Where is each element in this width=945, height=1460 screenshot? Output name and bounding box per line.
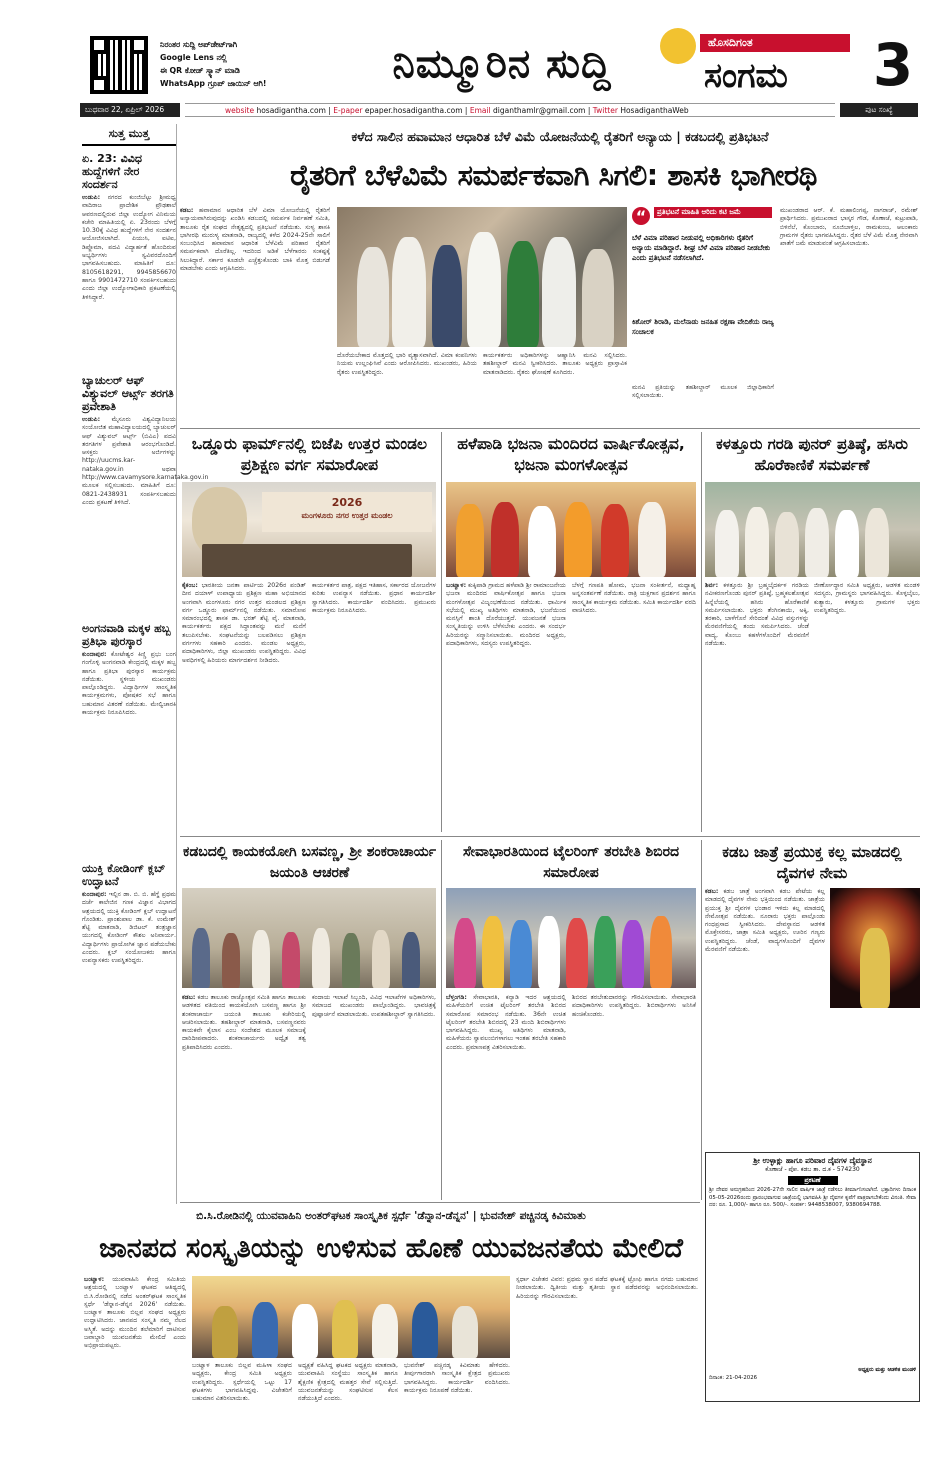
a4-col-2 — [312, 994, 436, 1194]
a2-text: ಕುಕ್ಕಿಪಾಡಿ ಗ್ರಾಮದ ಹಳೆಪಾಡಿ ಶ್ರೀ ರಾಮಾಂಜನೇಯ ಭಜನಾ ಮಂದಿರದ ವಾರ್ಷಿಕೋತ್ಸವ ಹಾಗೂ ಭಜನಾ ಮಂಗಳೋತ್ಸವ ವಿಜೃಂಭಣೆಯಿಂದ ನಡೆಯಿತು. ಧಾರ್ಮಿಕ ಸಭೆಯಲ್ಲಿ ಮುಖ್ಯ ಅತಿಥಿಗಳು ಮಾತನಾಡಿ, ಭಜನೆಯಿಂದ ಮನಸ್ಸಿಗೆ ಶಾಂತಿ ದೊರೆಯುತ್ತದೆ. ಯುವಜನತೆ ಭಜನಾ ಸಂಸ್ಕೃತಿಯನ್ನು ಉಳಿಸಿ ಬೆಳೆಸಬೇಕು ಎಂದರು. ಈ ಸಂದರ್ಭ ಹಿರಿಯರನ್ನು ಸನ್ಮಾನಿಸಲಾಯಿತು. ಮಂದಿರದ ಅಧ್ಯಕ್ಷರು, ಪದಾಧಿಕಾರಿಗಳು, ಸದಸ್ಯರು ಉಪಸ್ಥಿತರಿದ್ದರು. — [446, 582, 567, 648]
a3-text-2: ಜೀರ್ಣೋದ್ಧಾರ ಸಮಿತಿ ಅಧ್ಯಕ್ಷರು, ಆಡಳಿತ ಮಂಡಳಿ ಸದಸ್ಯರು, ಗ್ರಾಮಸ್ಥರು ಭಾಗವಹಿಸಿದ್ದರು. ಕೊಳ್ಳಬೈಲು, ಕುತ್ಯಾರು, ಕಳತ್ತೂರು ಗ್ರಾಮಗಳ ಭಕ್ತರು ಉಪಸ್ಥಿತರಿದ್ದರು. — [814, 582, 920, 614]
a2-text-2: ಬೆಳಗ್ಗೆ ಗಣಪತಿ ಹೋಮ, ಭಜನಾ ಸಂಕೀರ್ತನೆ, ಮಧ್ಯಾಹ್ನ ಅನ್ನಸಂತರ್ಪಣೆ ನಡೆಯಿತು. ರಾತ್ರಿ ಯಕ್ಷಗಾನ ಪ್ರದರ್ಶನ ಹಾಗೂ ಸಾಂಸ್ಕೃತಿಕ ಕಾರ್ಯಕ್ರಮ ನಡೆಯಿತು. ಸಮಿತಿ ಕಾರ್ಯದರ್ಶಿ ವರದಿ ವಾಚಿಸಿದರು. — [572, 582, 697, 614]
vdivider-1 — [441, 432, 442, 832]
link-twitter[interactable]: HosadiganthaWeb — [620, 106, 689, 115]
a1-banner-year: 2026 — [331, 496, 363, 509]
left-s3-text: ಕೋಟೇಶ್ವರ ಕಿಣ್ಣಿ ಪ್ರಭು ಬಂಗ ಗಂಗೊಳ್ಳಿ ಅಂಗನವಾಡಿ ಕೇಂದ್ರದಲ್ಲಿ ಮಕ್ಕಳ ಹಬ್ಬ ಹಾಗೂ ಪ್ರತಿಭಾ ಪುರಸ್ಕಾರ ಕಾರ್ಯಕ್ರಮ ನಡೆಯಿತು. ಸ್ಥಳೀಯ ಮುಖಂಡರು ಪಾಲ್ಗೊಂಡಿದ್ದರು. ವಿದ್ಯಾರ್ಥಿಗಳ ಸಾಂಸ್ಕೃತಿಕ ಕಾರ್ಯಕ್ರಮಗಳು, ಪೋಷಕರ ಸಭೆ ಹಾಗೂ ಬಹುಮಾನ ವಿತರಣೆ ನಡೆಯಿತು. ಮೇಲ್ವಿಚಾರಕಿ ಕಾರ್ಯಕ್ರಮ ನಿರೂಪಿಸಿದರು. — [82, 651, 176, 717]
quote-author: ಕಿಶೋರ್ ಶಿರಾಡಿ, ಮಲೆನಾಡು ಜನಹಿತ ರಕ್ಷಣಾ ವೇದಿಕೆಯ ರಾಜ್ಯ ಸಂಚಾಲಕ — [632, 318, 774, 336]
a2-place: ಬಂಟ್ವಾಳ: — [446, 582, 467, 589]
a3-title: ಕಳತ್ತೂರು ಗರಡಿ ಪುನರ್ ಪ್ರತಿಷ್ಠೆ, ಹಸಿರು ಹೊರೆಕಾಣಿಕೆ ಸಮರ್ಪಣೆ — [716, 435, 908, 474]
a3-col-1 — [705, 582, 809, 827]
divider-3 — [180, 1202, 700, 1203]
a6-title: ಕಡಬ ಜಾತ್ರೆ ಪ್ರಯುಕ್ತ ಕಲ್ಲ ಮಾಡದಲ್ಲಿ ದೈವಗಳ ನೇಮ — [722, 843, 902, 882]
vdivider-3 — [441, 840, 442, 1200]
lead-place: ಕಡಬ: — [180, 207, 194, 214]
a1-banner — [262, 492, 432, 532]
quote-title: ಪ್ರತಿಭಟನೆ ಮಾಹಿತಿ ಆರಿದು ಕಟಿ ಜಮೆ — [654, 207, 772, 218]
bottom-photo — [192, 1276, 510, 1358]
a4-col-1 — [182, 994, 306, 1194]
lead-col-4 — [780, 207, 918, 422]
lead-col-1-text: ಹವಾಮಾನ ಆಧಾರಿತ ಬೆಳೆ ವಿಮಾ ಯೋಜನೆಯಲ್ಲಿ ರೈತರಿಗೆ ಅನ್ಯಾಯವಾಗಿರುವುದನ್ನು ಖಂಡಿಸಿ ಕಡಬದಲ್ಲಿ ಸಮರ್ಪಕ ನಿರ್ವಹಣೆ ಸಮಿತಿ, ತಾಲೂಕು ರೈತ ಸಂಘದ ನೇತೃತ್ವದಲ್ಲಿ ಪ್ರತಿಭಟನೆ ನಡೆಯಿತು. ಸುಳ್ಯ ಶಾಸಕಿ ಭಾಗೀರಥಿ ಮುರುಳ್ಯ ಮಾತನಾಡಿ, ರಾಜ್ಯದಲ್ಲಿ ಕಳೆದ 2024-25ನೇ ಸಾಲಿಗೆ ಸಂಬಂಧಿಸಿದ ಹವಾಮಾನ ಆಧಾರಿತ ಬೆಳೆವಿಮೆ ಪರಿಹಾರ ರೈತರಿಗೆ ಸಮರ್ಪಕವಾಗಿ ದೊರೆತಿಲ್ಲ. ಇದರಿಂದ ಅಡಿಕೆ ಬೆಳೆಗಾರರು ಸಂಕಷ್ಟಕ್ಕೆ ಸಿಲುಕಿದ್ದಾರೆ. ಸರ್ಕಾರ ಕೂಡಲೇ ಎಚ್ಚೆತ್ತುಕೊಂಡು ಬಾಕಿ ಮೊತ್ತ ಬಿಡುಗಡೆ ಮಾಡಬೇಕು ಎಂದು ಆಗ್ರಹಿಸಿದರು. — [180, 207, 330, 273]
masthead-title: ನಿಮ್ಮೂರಿನ ಸುದ್ದಿ — [392, 40, 612, 87]
left-s2-text: ಮೈಸೂರು ವಿಶ್ವವಿದ್ಯಾನಿಲಯ ಸಂಯೋಜಿತ ಮಹಾವಿದ್ಯಾಲಯದಲ್ಲಿ ಬ್ಯಾಚುಲರ್ ಆಫ್ ವಿಶ್ಯುವಲ್ ಆರ್ಟ್ಸ್ (ಬಿವಿಎ) ಪದವಿ ತರಗತಿಗಳ ಪ್ರವೇಶಾತಿ ಆರಂಭಗೊಂಡಿದೆ. ಆಸಕ್ತರು ಅರ್ಜಿಗಳನ್ನು http://uucms.kar-nataka.gov.in ಅಥವಾ http://www.cavamysore.karnataka.gov.in ಮೂಲಕ ಸಲ್ಲಿಸಬಹುದು. ಮಾಹಿತಿಗೆ ದೂ: 0821-2438931 ಸಂಪರ್ಕಿಸಬಹುದು ಎಂದು ಪ್ರಕಟಣೆ ತಿಳಿಸಿದೆ. — [82, 416, 209, 506]
lead-col-2 — [337, 352, 477, 422]
links-bar: website hosadigantha.com | E-paper epaper.hosadigantha.com | Email diganthamlr@gmail.com | Twitter HosadiganthaWeb — [185, 103, 835, 117]
a5-photo — [446, 888, 696, 988]
a6-col-1 — [705, 888, 825, 1146]
link-email[interactable]: diganthamlr@gmail.com — [493, 106, 586, 115]
bottom-col-3-text: ಅಧ್ಯಕ್ಷತೆ ವಹಿಸಿದ್ದ ಘಟಕದ ಅಧ್ಯಕ್ಷರು ಮಾತನಾಡಿ, ಯುವವಾಹಿನಿ ಸಂಸ್ಥೆಯು ಸಾಂಸ್ಕೃತಿಕ ಹಾಗೂ ಶೈಕ್ಷಣಿಕ ಕ್ಷೇತ್ರದಲ್ಲಿ ಮಹತ್ತರ ಸೇವೆ ಸಲ್ಲಿಸುತ್ತಿದೆ. ಯುವಜನತೆಯನ್ನು ಸಂಘಟಿಸುವ ಕೆಲಸ ನಡೆಯುತ್ತಿದೆ ಎಂದರು. — [298, 1362, 398, 1403]
link-label-twitter: Twitter — [592, 106, 618, 115]
a1-text-2: ಕಾರ್ಯಕರ್ತರ ಪಾತ್ರ, ಪಕ್ಷದ ಇತಿಹಾಸ, ಸರ್ಕಾರದ ಯೋಜನೆಗಳ ಕುರಿತು ಉಪನ್ಯಾಸ ನಡೆಯಿತು. ಪ್ರಧಾನ ಕಾರ್ಯದರ್ಶಿ ಸ್ವಾಗತಿಸಿದರು. ಕಾರ್ಯದರ್ಶಿ ವಂದಿಸಿದರು. ಪ್ರಮುಖರು ಕಾರ್ಯಕ್ರಮ ನಿರೂಪಿಸಿದರು. — [312, 582, 436, 614]
lead-col-3-text: ಕಾರ್ಯಕರ್ತರು ಅಧಿಕಾರಿಗಳನ್ನು ಆಹ್ವಾನಿಸಿ ಮನವಿ ಸಲ್ಲಿಸಿದರು. ತಹಶೀಲ್ದಾರ್ ಮನವಿ ಸ್ವೀಕರಿಸಿದರು. ತಾಲೂಕು ಅಧ್ಯಕ್ಷರು ಪ್ರಾಸ್ತಾವಿಕ ಮಾತನಾಡಿದರು. ರೈತರು ಘೋಷಣೆ ಕೂಗಿದರು. — [483, 352, 627, 376]
qr-caption — [160, 38, 310, 90]
left-s2-title: ಬ್ಯಾಚುಲರ್ ಆಫ್ ವಿಶ್ಯುವಲ್ ಆರ್ಟ್ಸ್ ತರಗತಿ ಪ್ರವೇಶಾತಿ — [82, 374, 174, 413]
date-bar — [80, 103, 180, 117]
link-label-epaper: E-paper — [333, 106, 363, 115]
a3-photo — [705, 482, 920, 577]
notice-body: ಶ್ರೀ ದೇವರ ಅನುಗ್ರಹದಿಂದ 2026-27ನೇ ಸಾಲಿನ ವಾರ್ಷಿಕ ಜಾತ್ರೆ ನಡೆಸಲು ತೀರ್ಮಾನಿಸಲಾಗಿದೆ. ಭಕ್ತಾದಿಗಳು ದಿನಾಂಕ 05-05-2026ರಂದು ಪ್ರಾರಂಭವಾಗುವ ಜಾತ್ರೆಯಲ್ಲಿ ಭಾಗವಹಿಸಿ ಶ್ರೀ ದೈವಗಳ ಕೃಪೆಗೆ ಪಾತ್ರರಾಗಬೇಕೆಂದು ವಿನಂತಿ. ಸೇವಾ ದರ: ರೂ. 1,000/- ಹಾಗೂ ರೂ. 500/-. ಸಂಪರ್ಕ: 9448538007, 9380694788. — [709, 1187, 916, 1209]
left-s3-place: ಕುಂದಾಪುರ: — [82, 651, 107, 658]
bottom-place: ಬಂಟ್ವಾಳ: — [84, 1276, 105, 1283]
link-website[interactable]: hosadigantha.com — [256, 106, 326, 115]
lead-col-3 — [483, 352, 627, 422]
bottom-headline: ಜಾನಪದ ಸಂಸ್ಕೃತಿಯನ್ನು ಉಳಿಸುವ ಹೊಣೆ ಯುವಜನತೆಯ ಮೇಲಿದೆ — [99, 1233, 683, 1264]
left-s4-text: ಇಲ್ಲಿನ ಡಾ. ಬಿ. ಬಿ. ಹೆಗ್ಡೆ ಪ್ರಥಮ ದರ್ಜೆ ಕಾಲೇಜಿನ ಗಣಕ ವಿಜ್ಞಾನ ವಿಭಾಗದ ಆಶ್ರಯದಲ್ಲಿ ಯುಕ್ತಿ ಕೋಡಿಂಗ್ ಕ್ಲಬ್ ಉದ್ಘಾಟನೆ ಗೊಂಡಿತು. ಪ್ರಾಂಶುಪಾಲ ಡಾ. ಕೆ. ಉಮೇಶ್ ಶೆಟ್ಟಿ ಮಾತನಾಡಿ, ಡಿಜಿಟಲ್ ತಂತ್ರಜ್ಞಾನ ಯುಗದಲ್ಲಿ ಕೋಡಿಂಗ್ ಕೌಶಲ ಅನಿವಾರ್ಯ. ವಿದ್ಯಾರ್ಥಿಗಳು ಪ್ರಾಯೋಗಿಕ ಜ್ಞಾನ ಪಡೆಯಬೇಕು ಎಂದರು. ಕ್ಲಬ್ ಸಂಯೋಜಕರು ಹಾಗೂ ಉಪನ್ಯಾಸಕರು ಉಪಸ್ಥಿತರಿದ್ದರು. — [82, 891, 177, 965]
issue-date: ಬುಧವಾರ 22, ಏಪ್ರಿಲ್ 2026 — [85, 105, 165, 114]
lead-quote-box — [632, 207, 774, 377]
a5-text: ಸೇವಾಭಾರತಿ, ಕನ್ಯಾಡಿ ಇದರ ಆಶ್ರಯದಲ್ಲಿ ಮಹಿಳೆಯರಿಗೆ ಉಚಿತ ಟೈಲರಿಂಗ್ ತರಬೇತಿ ಶಿಬಿರದ ಸಮಾರೋಪ ಸಮಾರಂಭ ನಡೆಯಿತು. 36ನೇ ಉಚಿತ ಟೈಲರಿಂಗ್ ತರಬೇತಿ ಶಿಬಿರದಲ್ಲಿ 23 ಮಂದಿ ಶಿಬಿರಾರ್ಥಿಗಳು ಭಾಗವಹಿಸಿದ್ದರು. ಮುಖ್ಯ ಅತಿಥಿಗಳು ಮಾತನಾಡಿ, ಮಹಿಳೆಯರು ಸ್ವಾವಲಂಬಿಗಳಾಗಲು ಇಂತಹ ತರಬೇತಿ ಸಹಕಾರಿ ಎಂದರು. ಪ್ರಮಾಣಪತ್ರ ವಿತರಿಸಲಾಯಿತು. — [446, 994, 567, 1051]
bottom-col-3 — [298, 1362, 398, 1442]
a1-text: ಭಾರತೀಯ ಜನತಾ ಪಾರ್ಟಿಯ 2026ರ ಪಂಡಿತ್ ದೀನ ದಯಾಳ್ ಉಪಾಧ್ಯಾಯ ಪ್ರಶಿಕ್ಷಣ ಮಹಾ ಅಭಿಯಾನದ ಅಂಗವಾಗಿ ಮಂಗಳೂರು ನಗರ ಉತ್ತರ ಮಂಡಲದ ಪ್ರಶಿಕ್ಷಣ ವರ್ಗ ಒಡ್ಡೂರು ಫಾರ್ಮ್‌ನಲ್ಲಿ ನಡೆಯಿತು. ಸಮಾರೋಪ ಸಮಾರಂಭದಲ್ಲಿ ಶಾಸಕ ಡಾ. ಭರತ್ ಶೆಟ್ಟಿ ವೈ. ಮಾತನಾಡಿ, ಕಾರ್ಯಕರ್ತರು ಪಕ್ಷದ ಸಿದ್ಧಾಂತವನ್ನು ಮನೆ ಮನೆಗೆ ತಲುಪಿಸಬೇಕು. ಸಂಘಟನೆಯನ್ನು ಬಲಪಡಿಸಲು ಪ್ರಶಿಕ್ಷಣ ವರ್ಗಗಳು ಸಹಕಾರಿ ಎಂದರು. ಮಂಡಲ ಅಧ್ಯಕ್ಷರು, ಪದಾಧಿಕಾರಿಗಳು, ಜಿಲ್ಲಾ ಮುಖಂಡರು ಉಪಸ್ಥಿತರಿದ್ದರು. ವಿವಿಧ ಅವಧಿಗಳಲ್ಲಿ ಹಿರಿಯರು ಮಾರ್ಗದರ್ಶನ ನೀಡಿದರು. — [182, 582, 307, 664]
qr-finder-3 — [90, 76, 108, 94]
a3-text: ಕಳತ್ತೂರು ಶ್ರೀ ಬ್ರಹ್ಮಬೈದರ್ಕಳ ಗರಡಿಯ ನವೀಕರಣಗೊಂಡು ಪುನರ್ ಪ್ರತಿಷ್ಠೆ, ಬ್ರಹ್ಮಕಲಶೋತ್ಸವ ಹಿನ್ನೆಲೆಯಲ್ಲಿ ಹಸಿರು ಹೊರೆಕಾಣಿಕೆ ಸಮರ್ಪಿಸಲಾಯಿತು. ಭಕ್ತರು ತೆಂಗಿನಕಾಯಿ, ಅಕ್ಕಿ, ತರಕಾರಿ, ಬಾಳೆಗೊನೆ ಸೇರಿದಂತೆ ವಿವಿಧ ವಸ್ತುಗಳನ್ನು ಮೆರವಣಿಗೆಯಲ್ಲಿ ತಂದು ಸಮರ್ಪಿಸಿದರು. ಚೆಂಡೆ ವಾದ್ಯ, ಕೊಂಬು ಕಹಳೆಗಳೊಂದಿಗೆ ಮೆರವಣಿಗೆ ನಡೆಯಿತು. — [705, 582, 809, 648]
bottom-kicker: ಬಿ.ಸಿ.ರೋಡಿನಲ್ಲಿ ಯುವವಾಹಿನಿ ಅಂತರ್‌ಘಟಕ ಸಾಂಸ್ಕೃತಿಕ ಸ್ಪರ್ಧೆ 'ಡೆನ್ನಾನ-ಡೆನ್ನನ' | ಭುವನೇಶ್ ಪಚ್ಚಿನಡ್ಕ ಕಿವಿಮಾತು — [196, 1210, 586, 1222]
lead-col-1 — [180, 207, 330, 422]
bottom-col-1 — [84, 1276, 186, 1446]
link-label-email: Email — [469, 106, 491, 115]
lead-col-2-text: ದೊರೆಯಬೇಕಾದ ಮೊತ್ತದಲ್ಲಿ ಭಾರಿ ವ್ಯತ್ಯಾಸವಾಗಿದೆ. ವಿಮಾ ಕಂಪನಿಗಳು ನಿಯಮ ಉಲ್ಲಂಘಿಸಿವೆ ಎಂದು ಆರೋಪಿಸಿದರು. ಮುಖಂಡರು, ಹಿರಿಯ ರೈತರು ಉಪಸ್ಥಿತರಿದ್ದರು. — [337, 352, 477, 376]
a1-photo — [182, 482, 436, 577]
bottom-col-4 — [404, 1362, 510, 1442]
a5-title: ಸೇವಾಭಾರತಿಯಿಂದ ಟೈಲರಿಂಗ್ ತರಬೇತಿ ಶಿಬಿರದ ಸಮಾರೋಪ — [462, 844, 680, 881]
bottom-col-2-text: ಬಂಟ್ವಾಳ ತಾಲೂಕು ಬಿಲ್ಲವ ಮಹಿಳಾ ಸಂಘದ ಅಧ್ಯಕ್ಷರು, ಕೇಂದ್ರ ಸಮಿತಿ ಅಧ್ಯಕ್ಷರು ಉಪಸ್ಥಿತರಿದ್ದರು. ಸ್ಪರ್ಧೆಯಲ್ಲಿ ಒಟ್ಟು 17 ಘಟಕಗಳು ಭಾಗವಹಿಸಿದ್ದವು. ವಿಜೇತರಿಗೆ ಬಹುಮಾನ ವಿತರಿಸಲಾಯಿತು. — [192, 1362, 292, 1403]
a4-place: ಕಡಬ: — [182, 994, 196, 1001]
lead-kicker: ಕಳೆದ ಸಾಲಿನ ಹವಾಮಾನ ಆಧಾರಿತ ಬೆಳೆ ವಿಮೆ ಯೋಜನೆಯಲ್ಲಿ ರೈತರಿಗೆ ಅನ್ಯಾಯ | ಕಡಬದಲ್ಲಿ ಪ್ರತಿಭಟನೆ — [351, 129, 769, 144]
bottom-col-4-text: ಭುವನೇಶ್ ಪಚ್ಚಿನಡ್ಕ ಕಿವಿಮಾತು ಹೇಳಿದರು. ತೀರ್ಪುಗಾರರಾಗಿ ಸಾಂಸ್ಕೃತಿಕ ಕ್ಷೇತ್ರದ ಪ್ರಮುಖರು ಭಾಗವಹಿಸಿದ್ದರು. ಕಾರ್ಯದರ್ಶಿ ವಂದಿಸಿದರು. ಕಾರ್ಯಕ್ರಮ ನಿರೂಪಣೆ ನಡೆಯಿತು. — [404, 1362, 510, 1394]
divider-1 — [180, 428, 920, 429]
a1-col-1 — [182, 582, 306, 827]
pages-label: ಪುಟ ಸಂಖ್ಯೆ — [840, 103, 918, 117]
left-s3-title: ಅಂಗನವಾಡಿ ಮಕ್ಕಳ ಹಬ್ಬ ಪ್ರತಿಭಾ ಪುರಸ್ಕಾರ — [82, 622, 171, 648]
qr-finder-2 — [130, 36, 148, 54]
masthead-sun — [660, 28, 696, 64]
notice-box — [705, 1152, 920, 1402]
notice-title: ಶ್ರೀ ಉಳ್ಳಾಕ್ಲು ಹಾಗೂ ಪರಿವಾರ ದೈವಗಳ ದೈವಸ್ಥಾನ — [753, 1156, 872, 1165]
a2-photo — [446, 482, 696, 577]
a5-col-2 — [572, 994, 696, 1194]
brand-badge — [700, 34, 850, 52]
lead-photo — [337, 207, 627, 347]
a5-place: ಬೆಳ್ತಂಗಡಿ: — [446, 994, 467, 1001]
lead-col-4-text: ಮುಖಂಡರಾದ ಆರ್. ಕೆ. ಮಹಾಲಿಂಗಪ್ಪ, ನಾಗರಾಜ್, ರಮೇಶ್ ಪ್ರಾರ್ಥಿಸಿದರು. ಪ್ರಮುಖರಾದ ಭಾಸ್ಕರ ಗೌಡ, ಕೊಣಾಜೆ, ಕುಟ್ರುಪಾಡಿ, ಬಿಳಿನೆಲೆ, ಕೊಂಬಾರು, ನೂಜಿಬಾಳ್ತಿಲ, ರಾಮಕುಂಜ, ಆಲಂಕಾರು ಗ್ರಾಮಗಳ ರೈತರು ಭಾಗವಹಿಸಿದ್ದರು. ರೈತರ ಬೆಳೆ ವಿಮೆ ಮೊತ್ತ ನೇರವಾಗಿ ಖಾತೆಗೆ ಜಮೆ ಮಾಡುವಂತೆ ಆಗ್ರಹಿಸಲಾಯಿತು. — [780, 207, 918, 248]
lead-footer-text: ಮನವಿ ಪ್ರತಿಯನ್ನು ತಹಶೀಲ್ದಾರ್ ಮೂಲಕ ಜಿಲ್ಲಾಧಿಕಾರಿಗೆ ಸಲ್ಲಿಸಲಾಯಿತು. — [632, 384, 774, 400]
qr-finder-1 — [90, 36, 108, 54]
a4-text-2: ಕಂದಾಯ ಇಲಾಖೆ ಸಿಬ್ಬಂದಿ, ವಿವಿಧ ಇಲಾಖೆಗಳ ಅಧಿಕಾರಿಗಳು, ಸಮಾಜದ ಮುಖಂಡರು ಪಾಲ್ಗೊಂಡಿದ್ದರು. ಭಾವಚಿತ್ರಕ್ಕೆ ಪುಷ್ಪಾರ್ಚನೆ ಮಾಡಲಾಯಿತು. ಉಪತಹಶೀಲ್ದಾರ್ ಸ್ವಾಗತಿಸಿದರು. — [312, 994, 436, 1018]
vdivider-4 — [701, 840, 702, 1200]
a2-title: ಹಳೆಪಾಡಿ ಭಜನಾ ಮಂದಿರದ ವಾರ್ಷಿಕೋತ್ಸವ, ಭಜನಾ ಮಂಗಳೋತ್ಸವ — [457, 435, 685, 474]
left-s2-place: ಉಡುಪಿ: — [82, 416, 101, 423]
a6-place: ಕಡಬ: — [705, 888, 719, 895]
a4-text: ಕಡಬ ತಾಲೂಕು ರಾಜ್ಯೋತ್ಸವ ಸಮಿತಿ ಹಾಗೂ ತಾಲೂಕು ಆಡಳಿತದ ವತಿಯಿಂದ ಕಾಯಕಯೋಗಿ ಬಸವಣ್ಣ ಹಾಗೂ ಶ್ರೀ ಶಂಕರಾಚಾರ್ಯ ಜಯಂತಿ ತಾಲೂಕು ಕಚೇರಿಯಲ್ಲಿ ಆಚರಿಸಲಾಯಿತು. ತಹಶೀಲ್ದಾರ್ ಮಾತನಾಡಿ, ಬಸವಣ್ಣನವರು ಕಾಯಕವೇ ಕೈಲಾಸ ಎಂಬ ಸಂದೇಶದ ಮೂಲಕ ಸಮಾಜಕ್ಕೆ ದಾರಿದೀಪವಾದರು. ಶಂಕರಾಚಾರ್ಯರು ಅದ್ವೈತ ತತ್ವ ಪ್ರತಿಪಾದಿಸಿದರು ಎಂದರು. — [182, 994, 306, 1051]
left-s4-body — [82, 891, 176, 1121]
left-s3-body — [82, 651, 176, 856]
left-s4-title: ಯುಕ್ತಿ ಕೋಡಿಂಗ್ ಕ್ಲಬ್ ಉದ್ಘಾಟನೆ — [82, 862, 166, 888]
section-title: ಸಂಗಮ — [704, 56, 788, 96]
qr-line-2: Google Lens ನಲ್ಲಿ — [160, 53, 227, 62]
lead-footer-note — [632, 384, 774, 424]
a6-photo — [830, 888, 920, 1008]
qr-line-4: WhatsApp ಗ್ರೂಪ್ ಜಾಯಿನ್ ಆಗಿ! — [160, 79, 267, 88]
bottom-col-1-text: ಯುವವಾಹಿನಿ ಕೇಂದ್ರ ಸಮಿತಿಯ ಆಶ್ರಯದಲ್ಲಿ ಬಂಟ್ವಾಳ ಘಟಕದ ಆತಿಥ್ಯದಲ್ಲಿ ಬಿ.ಸಿ.ರೋಡಿನಲ್ಲಿ ನಡೆದ ಅಂತರ್‌ಘಟಕ ಸಾಂಸ್ಕೃತಿಕ ಸ್ಪರ್ಧೆ 'ಡೆನ್ನಾನ-ಡೆನ್ನನ 2026' ನಡೆಯಿತು. ಬಂಟ್ವಾಳ ತಾಲೂಕು ಬಿಲ್ಲವ ಸಂಘದ ಅಧ್ಯಕ್ಷರು ಉದ್ಘಾಟಿಸಿದರು. ಜಾನಪದ ಸಂಸ್ಕೃತಿ ನಮ್ಮ ನೆಲದ ಅಸ್ಮಿತೆ. ಅದನ್ನು ಮುಂದಿನ ತಲೆಮಾರಿಗೆ ದಾಟಿಸುವ ಜವಾಬ್ದಾರಿ ಯುವಜನತೆಯ ಮೇಲಿದೆ ಎಂದು ಅಭಿಪ್ರಾಯಪಟ್ಟರು. — [84, 1276, 187, 1350]
divider-2 — [180, 836, 920, 837]
qr-line-3: ಈ QR ಕೋಡ್ ಸ್ಕ್ಯಾನ್ ಮಾಡಿ — [160, 66, 240, 75]
vdivider-2 — [701, 432, 702, 832]
a1-banner-text: ಮಂಗಳೂರು ನಗರ ಉತ್ತರ ಮಂಡಲ — [301, 511, 393, 520]
quote-mark-icon: “ — [632, 207, 650, 225]
left-s4-place: ಕುಂದಾಪುರ: — [82, 891, 107, 898]
a3-col-2 — [814, 582, 920, 827]
a4-photo — [182, 888, 436, 988]
suttamutta-logo: ಸುತ್ತ ಮುತ್ತ — [82, 124, 176, 146]
a2-col-1 — [446, 582, 566, 827]
notice-label: ಪ್ರಕಟಣೆ — [788, 1176, 838, 1185]
a5-text-2: ಶಿಬಿರದ ತರಬೇತುದಾರರನ್ನು ಗೌರವಿಸಲಾಯಿತು. ಸೇವಾಭಾರತಿ ಪದಾಧಿಕಾರಿಗಳು ಉಪಸ್ಥಿತರಿದ್ದರು. ಶಿಬಿರಾರ್ಥಿಗಳು ಅನಿಸಿಕೆ ಹಂಚಿಕೊಂಡರು. — [572, 994, 696, 1018]
a3-place: ಶಿರ್ವ: — [705, 582, 719, 589]
notice-subtitle: ಕೊಣಾಜೆ - ಪೋ. ಕಡಬ ತಾ. ದ.ಕ - 574230 — [765, 1166, 860, 1173]
brand-name: ಹೊಸದಿಗಂತ — [708, 36, 753, 49]
notice-date: ದಿನಾಂಕ: 21-04-2026 — [709, 1374, 758, 1381]
a4-title: ಕಡಬದಲ್ಲಿ ಕಾಯಕಯೋಗಿ ಬಸವಣ್ಣ, ಶ್ರೀ ಶಂಕರಾಚಾರ್ಯ ಜಯಂತಿ ಆಚರಣೆ — [183, 844, 436, 881]
a6-text-2: ದೇವಸ್ಥಾನದ ಆಡಳಿತ ಮೊಕ್ತೇಸರರು, ಜಾತ್ರಾ ಸಮಿತಿ ಅಧ್ಯಕ್ಷರು, ಊರಿನ ಗಣ್ಯರು ಉಪಸ್ಥಿತರಿದ್ದರು. ಚೆಂಡೆ, ವಾದ್ಯಗಳೊಂದಿಗೆ ದೈವಗಳ ಮೆರವಣಿಗೆ ನಡೆಯಿತು. — [705, 921, 825, 954]
link-label-website: website — [225, 106, 255, 115]
left-s1-body — [82, 194, 176, 362]
left-s1-text: ನಗರದ ಕುಂಜಿಬೆಟ್ಟು ಶ್ರೀಮಧ್ವ ವಾದಿರಾಜ ಪ್ರಾದೇಶಿಕ ಪ್ರೌಢಶಾಲೆ ಆವರಣದಲ್ಲಿರುವ ಜಿಲ್ಲಾ ಉದ್ಯೋಗ ವಿನಿಮಯ ಕಚೇರಿ ಮಾಹಿತಿಯಲ್ಲಿ ಏ. 23ರಂದು ಬೆಳಗ್ಗೆ 10.30ಕ್ಕೆ ವಿವಿಧ ಹುದ್ದೆಗಳಿಗೆ ನೇರ ಸಂದರ್ಶನ ಆಯೋಜಿಸಲಾಗಿದೆ. ಪಿಯುಸಿ, ಐಟಿಐ, ಡಿಪ್ಲೊಮಾ, ಪದವಿ ವಿದ್ಯಾರ್ಹತೆ ಹೊಂದಿರುವ ಅಭ್ಯರ್ಥಿಗಳು ಸ್ವವಿವರದೊಂದಿಗೆ ಭಾಗವಹಿಸಬಹುದು. ಮಾಹಿತಿಗೆ ದೂ: 8105618291, 9945856670 ಹಾಗೂ 9901472710 ಸಂಪರ್ಕಿಸಬಹುದು ಎಂದು ಜಿಲ್ಲಾ ಉದ್ಯೋಗಾಧಿಕಾರಿ ಪ್ರಕಟಣೆಯಲ್ಲಿ ತಿಳಿಸಿದ್ದಾರೆ. — [82, 194, 176, 301]
bottom-col-2 — [192, 1362, 292, 1442]
left-s1-title: ಏ. 23: ವಿವಿಧ ಹುದ್ದೆಗಳಿಗೆ ನೇರ ಸಂದರ್ಶನ — [82, 152, 142, 191]
quote-text: ಬೆಳೆ ವಿಮಾ ಪರಿಹಾರ ನೀಡುವಲ್ಲಿ ಅಧಿಕಾರಿಗಳು ರೈತರಿಗೆ ಅನ್ಯಾಯ ಮಾಡಿದ್ದಾರೆ. ಶೀಘ್ರ ಬೆಳೆ ವಿಮಾ ಪರಿಹಾರ ನೀಡಬೇಕು ಎಂದು ಪ್ರತಿಭಟನೆ ನಡೆಸಲಾಗಿದೆ. — [632, 234, 771, 262]
a1-place: ಕೈಕಂಬ: — [182, 582, 198, 589]
notice-footer: ಅಧ್ಯಕ್ಷರು ಮತ್ತು ಆಡಳಿತ ಮಂಡಳಿ — [858, 1367, 916, 1373]
a6-text: ಕಡಬ ಜಾತ್ರೆ ಅಂಗವಾಗಿ ಕಡಬ ಪೇಟೆಯ ಕಲ್ಲ ಮಾಡದಲ್ಲಿ ದೈವಗಳ ನೇಮ ಭಕ್ತಿಯಿಂದ ನಡೆಯಿತು. ಜಾತ್ರೆಯ ಪ್ರಯುಕ್ತ ಶ್ರೀ ದೈವಗಳ ಭಂಡಾರ ಇಳಿದು ಕಲ್ಲ ಮಾಡದಲ್ಲಿ ನೇಮೋತ್ಸವ ನಡೆಯಿತು. ನೂರಾರು ಭಕ್ತರು ಪಾಲ್ಗೊಂಡು ಗಂಧಪ್ರಸಾದ ಸ್ವೀಕರಿಸಿದರು. — [705, 888, 825, 929]
qr-line-1: ನಿರಂತರ ಸುದ್ದಿ ಅಪ್‌ಡೇಟ್‌ಗಾಗಿ — [160, 40, 238, 49]
link-epaper[interactable]: epaper.hosadigantha.com — [364, 106, 463, 115]
a5-col-1 — [446, 994, 566, 1194]
left-s1-place: ಉಡುಪಿ: — [82, 194, 101, 201]
a1-col-2 — [312, 582, 436, 827]
bottom-col-5 — [516, 1276, 698, 1446]
a1-title: ಒಡ್ಡೂರು ಫಾರ್ಮ್‌ನಲ್ಲಿ ಬಿಜೆಪಿ ಉತ್ತರ ಮಂಡಲ ಪ್ರಶಿಕ್ಷಣ ವರ್ಗ ಸಮಾರೋಪ — [191, 435, 428, 474]
lead-headline: ರೈತರಿಗೆ ಬೆಳೆವಿಮೆ ಸಮರ್ಪಕವಾಗಿ ಸಿಗಲಿ: ಶಾಸಕಿ ಭಾಗೀರಥಿ — [290, 158, 817, 192]
bottom-col-5-text: ಸ್ಪರ್ಧಾ ವಿಜೇತರ ವಿವರ: ಪ್ರಥಮ ಸ್ಥಾನ ಪಡೆದ ಘಟಕಕ್ಕೆ ಟ್ರೋಫಿ ಹಾಗೂ ನಗದು ಬಹುಮಾನ ನೀಡಲಾಯಿತು. ದ್ವಿತೀಯ ಮತ್ತು ತೃತೀಯ ಸ್ಥಾನ ಪಡೆದವರನ್ನು ಅಭಿನಂದಿಸಲಾಯಿತು. ಹಿರಿಯರನ್ನು ಗೌರವಿಸಲಾಯಿತು. — [516, 1276, 698, 1300]
a2-col-2 — [572, 582, 696, 827]
page-number: 3 — [872, 31, 914, 99]
